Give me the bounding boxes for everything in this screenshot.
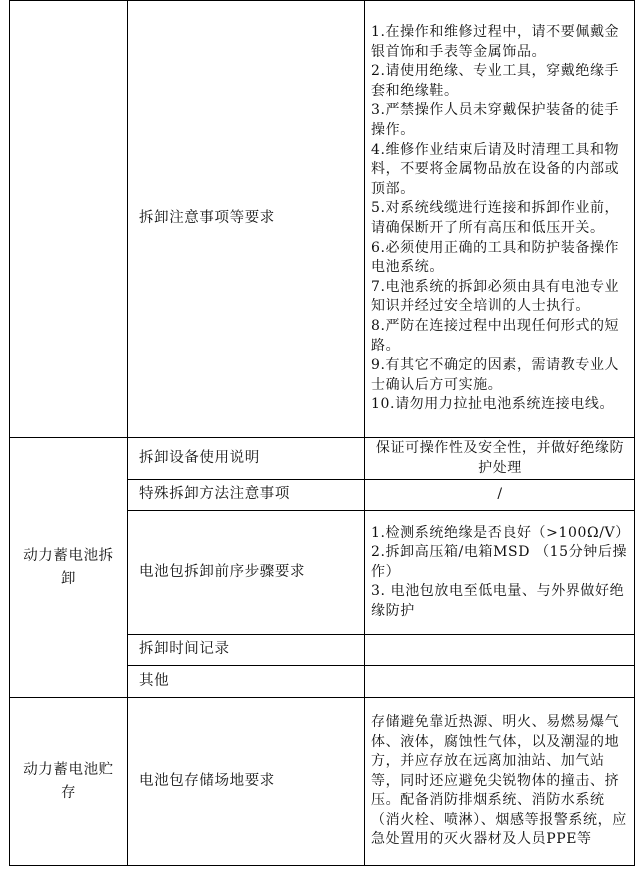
notes-item: 6.必须使用正确的工具和防护装备操作电池系统。 [371, 239, 620, 276]
equipment-value: 保证可操作性及安全性，并做好绝缘防护处理 [365, 438, 635, 480]
category-storage: 动力蓄电池贮存 [10, 698, 128, 866]
pre-steps-item: 2.拆卸高压箱/电箱MSD （15分钟后操作） [371, 544, 628, 580]
notes-item: 5.对系统线缆进行连接和拆卸作业前，请确保断开了所有高压和低压开关。 [371, 200, 620, 236]
notes-item: 9.有其它不确定的因素，需请教专业人士确认后方可实施。 [371, 357, 620, 393]
table-row-notes [10, 1, 635, 438]
other-value [365, 666, 635, 698]
special-value: / [365, 480, 635, 511]
pre-steps-item: 1.检测系统绝缘是否良好（>100Ω/V） [371, 524, 630, 541]
time-record-label: 拆卸时间记录 [128, 635, 365, 666]
time-record-value [365, 635, 635, 666]
pre-steps-value [365, 511, 635, 635]
notes-item: 1.在操作和维修过程中，请不要佩戴金银首饰和手表等金属饰品。 [371, 24, 620, 60]
notes-item: 8.严防在连接过程中出现任何形式的短路。 [371, 317, 620, 354]
other-label: 其他 [128, 666, 365, 698]
notes-item: 2.请使用绝缘、专业工具，穿戴绝缘手套和绝缘鞋。 [371, 63, 620, 99]
notes-item: 4.维修作业结束后请及时清理工具和物料，不要将金属物品放在设备的内部或顶部。 [371, 141, 620, 197]
special-label: 特殊拆卸方法注意事项 [128, 480, 365, 511]
table-row-storage [10, 698, 635, 866]
storage-value: 存储避免靠近热源、明火、易燃易爆气体、液体，腐蚀性气体，以及潮湿的地方，并应存放在远离加油站、加气站等，同时还应避免尖锐物体的撞击、挤压。配备消防排烟系统、消防水系统（消火栓、喷淋）、烟感等报警系统，应急处置用的灭火器材及人员PPE等 [365, 698, 635, 866]
notes-item: 3.严禁操作人员未穿戴保护装备的徒手操作。 [371, 102, 620, 139]
notes-item: 10.请勿用力拉扯电池系统连接电线。 [371, 396, 615, 413]
equipment-label: 拆卸设备使用说明 [128, 438, 365, 480]
notes-label: 拆卸注意事项等要求 [128, 1, 365, 438]
battery-disassembly-table [9, 0, 635, 866]
category-cell-empty [10, 1, 128, 438]
notes-item: 7.电池系统的拆卸必须由具有电池专业知识并经过安全培训的人士执行。 [371, 278, 620, 315]
pre-steps-label: 电池包拆卸前序步骤要求 [128, 511, 365, 635]
table-row-equipment [10, 438, 635, 480]
category-disassembly: 动力蓄电池拆卸 [10, 438, 128, 698]
notes-value [365, 1, 635, 438]
pre-steps-item: 3. 电池包放电至低电量、与外界做好绝缘防护 [371, 583, 625, 619]
storage-label: 电池包存储场地要求 [128, 698, 365, 866]
